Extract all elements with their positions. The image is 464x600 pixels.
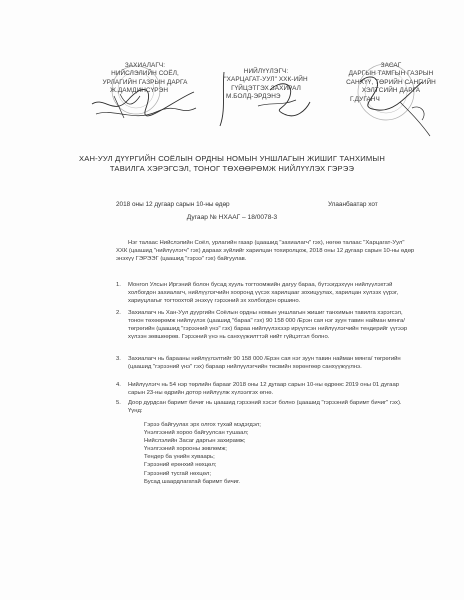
clause-text: Монгол Улсын Иргэний болон бусад хууль тогтоомжийн дагуу бараа, бүтээгдэхүүн нийлүүлэхтэй холбогдон захиалагч, нийлүүлэгчийн хооронд үүсэх харилцааг зохицуулах, харилцан хүлээх үүрэг, хариуцлагыг тогтоохтой энэхүү гэрээний эх холбогдон оршино. [128,282,399,304]
list-item: Бусад шаардлагатай баримт бичиг. [144,478,241,485]
clause-number: 3. [116,356,121,362]
clause-number: 4. [116,382,121,388]
signature-line: НИЙЛҮҮЛЭГЧ: [243,68,289,75]
signature-line: "ХАРЦАГАТ-УУЛ" ХХК-ИЙН [224,76,308,84]
signature-block-customer [100,62,190,96]
list-item: Гэрээний тусгай нөхцөл; [144,470,211,477]
title-line: ТАВИЛГА ХЭРЭГСЭЛ, ТОНОГ ТӨХӨӨРӨМЖ НИЙЛҮҮЛЭХ ГЭРЭЭ [109,164,355,173]
signature-line: ХЭЛТСИЙН ДАРГА [361,87,421,95]
contract-date: 2018 оны 12 дугаар сарын 10-ны өдөр [116,201,230,208]
signatory-name: М.БОЛД-ЭРДЭНЭ [226,93,281,101]
list-item: Гэрээ байгуулах эрх олгох тухай мэдэгдэл; [144,422,261,428]
signature-line: ЗАХИАЛАГЧ: [124,62,166,69]
clause-text: Захиалагч нь барааны нийлүүлэлтийг 90 158 000 /Ерэн сая нэг зуун тавин найман мянга/ төгрөгийн (цаашид "гэрээний үнэ" гэх) бараар нийлүүлэгчийн төсвийн хөрөнгөөр санхүүжүүлнэ. [128,356,401,370]
clause-number: 1. [116,282,121,288]
signature-block-supplier [216,68,316,102]
signature-line: ЗАСАГ [380,62,402,69]
list-item: Нийслэлийн Засаг даргын захирамж; [144,438,246,445]
clause [116,309,416,341]
signature-line: УРЛАГИЙН ГАЗРЫН ДАРГА [102,78,188,86]
clause [116,381,416,397]
list-item: Үнэлгээний хороо байгуулсан тушаал; [144,430,249,437]
signature-line: НИЙСЛЭЛИЙН СОЁЛ, [111,70,179,78]
clause-number: 5. [116,400,121,406]
clause [116,355,416,371]
signature-block-finance [346,62,436,104]
clause-text: Нийлүүлэгч нь 54 нэр төрлийн барааг 2018 оны 12 дугаар сарын 10-ны өдрөөс 2019 оны 01 дугаар сарын 23-ны өдрийн дотор нийлүүлж хүлээлгэх өгнө. [128,382,399,396]
signature-line: ДАРГЫН ТАМГЫН ГАЗРЫН [348,70,434,78]
list-item: Тендер ба үнийн хуваарь; [144,454,215,461]
signatory-name: Ж.ДАМДИНСҮРЭН [110,87,169,95]
title-line: ХАН-УУЛ ДҮҮРГИЙН СОЁЛЫН ОРДНЫ НОМЫН УНШЛАГЫН ЖИШИГ ТАНХИМЫН [78,154,386,163]
clause [116,399,416,415]
clause [116,281,416,305]
list-item: Үнэлгээний хорооны зөвлөмж; [144,446,227,453]
intro-paragraph: Нэг талаас Нийслэлийн Соёл, урлагийн газар (цаашид "захиалагч" гэх), нөгөө талаас "Харцагат-Уул" ХХК (цаашид "нийлүүлэгч" гэх) дараах зүйлийг харилцан тохиролцож, 2018 оны 12 дугаар сарын 10-ны өдөр энэхүү ГЭРЭЭГ (цаашид "гэрээ" гэх) байгуулав. [116,240,415,262]
clause-number: 2. [116,310,121,316]
contract-documents-list [144,421,384,486]
signature-line: ГҮЙЦЭТГЭХ ЗАХИРАЛ [231,84,301,92]
contract-city: Улаанбаатар хот [328,201,378,208]
clause-text: Захиалагч нь Хан-Уул дүүргийн Соёлын ордны номын уншлагын жишиг танхимын тавилга хэрэгсэл, тонон төхөөрөмж нийлүүлэх (цаашид "бараа" гэх) 90 158 000 /Ерэн сая нэг зуун тавин найман мянга/ төгрөгийн (цаашид "гэрээний үнэ" гэх) бараа нийлүүлэхээр ирүүлсэн нийлүүлэгчийн тендерийг үүгээр хүлээн зөвшөөрөв. Гэрээний үнэ нь санхүүжилттэй нийт гүйцэтгэл болно. [128,310,408,340]
clause-text: Доор дурдсан баримт бичиг нь цаашид гэрээний хэсэг болно (цаашид "гэрээний баримт бичиг" гэх). Үүнд: [128,400,402,414]
signature-line: САНХҮҮ, ТӨРИЙН САНГИЙН [346,78,436,86]
signatory-name: Г.ДУГАНЧ [350,95,380,103]
document-title [40,154,424,174]
contract-number: Дугаар № НХААГ – 18/0078-3 [186,214,278,221]
list-item: Гэрээний ерөнхий нөхцөл; [144,462,217,469]
